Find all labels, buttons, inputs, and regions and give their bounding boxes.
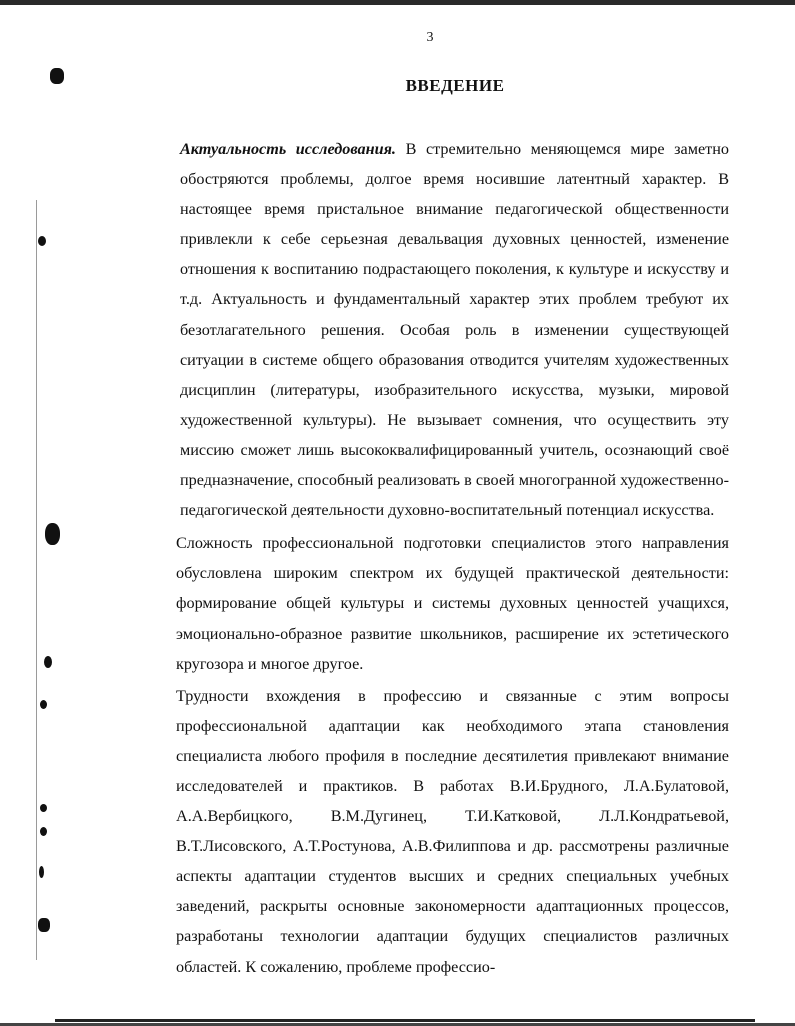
binding-hole-mark-1 xyxy=(50,68,64,84)
binding-hole-mark-8 xyxy=(39,866,44,878)
scan-left-margin-line xyxy=(36,200,37,960)
scan-top-edge xyxy=(0,0,795,5)
scan-bottom-rule xyxy=(55,1019,755,1022)
paragraph-text: В стремительно меняющемся мире заметно обостряются проблемы, долгое время носившие латентный характер. В настоящее время пристальное внимание педагогической общественности привлекли к себе серьезная девальвация духовных ценностей, изменение отношения к воспитанию подрастающего поколения, к культуре и искусству и т.д. Актуальность и фундаментальный характер этих проблем требуют их безотлагательного решения. Особая роль в изменении существующей ситуации в системе общего образования отводится учителям художественных дисциплин (литературы, изобразительного искусства, музыки, мировой художественной культуры). Не вызывает сомнения, что осуществить эту миссию сможет лишь высококвалифицированный учитель, осознающий своё предназначение, способный реализовать в своей многогранной художественно-педагогической деятельности духовно-воспитательный потенциал искусства. xyxy=(180,140,730,520)
page-number: 3 xyxy=(426,30,434,45)
binding-hole-mark-3 xyxy=(45,523,60,545)
paragraph-adaptation: Трудности вхождения в профессию и связанные с этим вопросы профессиональной адаптации как необходимого этапа становления специалиста любого профиля в последние десятилетия привлекают внимание исследователей и практиков. В работах В.И.Брудного, Л.А.Булатовой, А.А.Вербицкого, В.М.Дугинец, Т.И.Катковой, Л.Л.Кондратьевой, В.Т.Лисовского, А.Т.Ростунова, А.В.Филиппова и др. рассмотрены различные аспекты адаптации студентов высших и средних специальных учебных заведений, раскрыты основные закономерности адаптационных процессов, разработаны технологии адаптации будущих специалистов различных областей. К сожалению, проблеме профессио- xyxy=(176,686,729,976)
paragraph-complexity: Сложность профессиональной подготовки специалистов этого направления обусловлена широким спектром их будущей практической деятельности: формирование общей культуры и системы духовных ценностей учащихся, эмоционально-образное развитие школьников, расширение их эстетического кругозора и многое другое. xyxy=(176,534,729,673)
paragraph-relevance xyxy=(132,134,729,525)
binding-hole-mark-5 xyxy=(40,700,47,709)
page-title: ВВЕДЕНИЕ xyxy=(405,76,505,95)
body-text xyxy=(132,134,729,982)
binding-hole-mark-7 xyxy=(40,827,47,836)
binding-hole-mark-6 xyxy=(40,804,47,812)
binding-hole-mark-4 xyxy=(44,656,52,668)
paragraph-lead: Актуальность исследования. xyxy=(180,140,396,158)
binding-hole-mark-2 xyxy=(38,236,46,246)
binding-hole-mark-9 xyxy=(38,918,50,932)
